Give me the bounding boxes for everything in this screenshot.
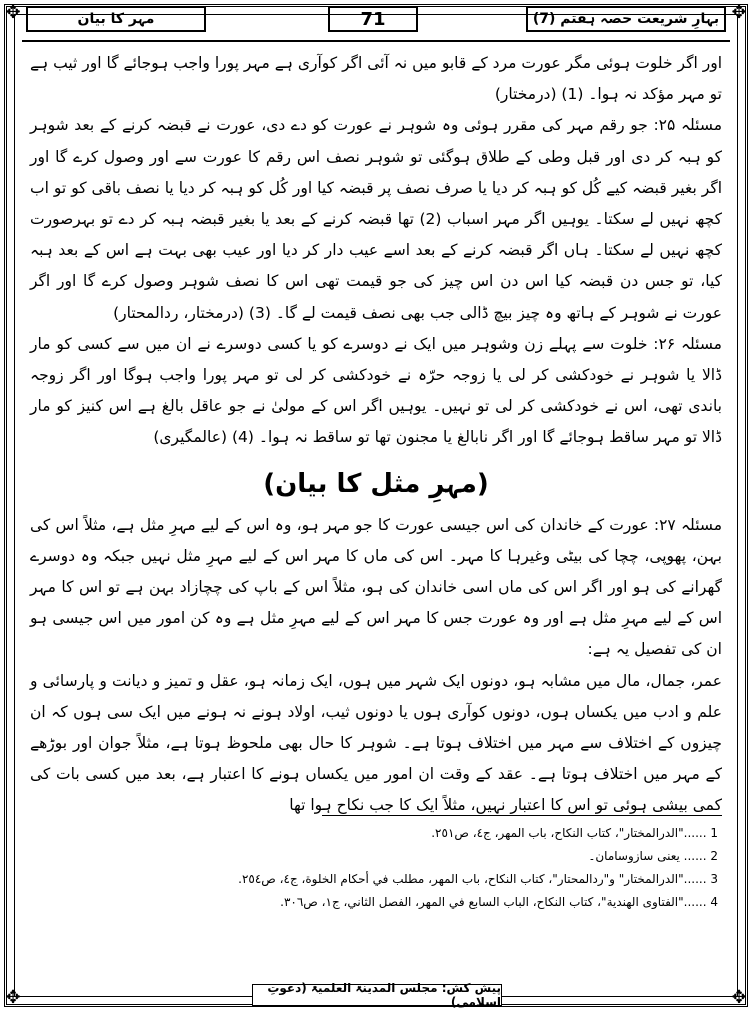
publisher-footer: پیش کش: مجلس المدینۃ العلمیۃ (دعوتِ اسلامی) [252,984,502,1006]
corner-ornament-icon: ✥ [731,2,747,23]
main-text [30,48,722,822]
footnote: 1 ......"الدرالمختار"، كتاب النكاح، باب المهر، ج٤، ص٢٥١. [431,826,718,840]
footnote: 4 ......"الفتاوى الهندية"، كتاب النكاح، الباب السابع في المهر، الفصل الثاني، ج١، ص٣٠٦. [280,895,718,909]
paragraph: مسئلہ ۲۵: جو رقم مہر کی مقرر ہوئی وہ شوہر نے عورت کو دے دی، عورت نے قبضہ کرنے کے بعد شوہر کو ہبہ کر دی اور قبل وطی کے طلاق ہوگئی تو شوہر نصف اس رقم کا عورت سے اور وصول کرے گا اور اگر بغیر قبضہ کیے کُل کو ہبہ کر دیا یا صرف نصف پر قبضہ کیا اور کُل کو ہبہ کر دیا یا نصف باقی کو تو اب کچھ نہیں لے سکتا۔ یوہیں اگر مہر اسباب (2) تھا قبضہ کرنے کے بعد یا بغیر قبضہ ہبہ کر دے تو بہرصورت کچھ نہیں لے سکتا۔ ہاں اگر قبضہ کرنے کے بعد اسے عیب دار کر دیا اور عیب بھی بہت ہے اس کے بعد ہبہ کیا، تو جس دن قبضہ کیا اس دن اس چیز کی جو قیمت تھی اس کا نصف شوہر وصول کرے گا اور اگر عورت نے شوہر کے ہاتھ وہ چیز بیچ ڈالی جب بھی نصف قیمت لے گا۔ (3) (درمختار، ردالمحتار) [30,116,723,322]
page-number: 71 [328,6,418,32]
corner-ornament-icon: ✥ [5,2,21,23]
footnote-divider [322,815,722,816]
paragraph: مسئلہ ۲۷: عورت کے خاندان کی اس جیسی عورت کا جو مہر ہو، وہ اس کے لیے مہرِ مثل ہے، مثلاً اس کی بہن، پھوپی، چچا کی بیٹی وغیرہا کا مہر۔ اس کی ماں کا مہر اس کے لیے مہرِ مثل نہیں جبکہ وہ دوسرے گھرانے کی ہو اور اگر اس کی ماں اسی خاندان کی ہو، مثلاً اس کے باپ کی چچازاد بہن ہے تو اس کا مہر اس کے لیے مہرِ مثل ہے اور وہ عورت جس کا مہر اس کے لیے مہرِ مثل ہے وہ کن امور میں اس جیسی ہو ان کی تفصیل یہ ہے: [30,515,722,659]
corner-ornament-icon: ✥ [5,987,21,1008]
paragraph: مسئلہ ۲۶: خلوت سے پہلے زن وشوہر میں ایک نے دوسرے کو یا کسی دوسرے نے ان میں سے کسی کو مار ڈالا یا شوہر نے خودکشی کر لی یا زوجہ حرّہ نے خودکشی کر لی تو مہر پورا واجب ہوگا اور اگر زوجہ باندی تھی، اس نے خودکشی کر لی تو نہیں۔ یوہیں اگر اس کے مولیٰ نے جو عاقل بالغ ہے اس کنیز کو مار ڈالا تو مہر ساقط ہوجائے گا اور اگر نابالغ یا مجنون تھا تو ساقط نہ ہوا۔ (4) (عالمگیری) [30,334,722,447]
footnote: 2 ...... یعنی سازوسامان۔ [588,849,718,863]
chapter-title: مہر کا بیان [26,6,206,32]
paragraph: عمر، جمال، مال میں مشابہ ہو، دونوں ایک شہر میں ہوں، ایک زمانہ ہو، عقل و تمیز و دیانت و پارسائی و علم و ادب میں یکساں ہوں، دونوں کوآری ہوں یا دونوں ثیب، اولاد ہونے نہ ہونے میں ایک سی ہوں کہ ان چیزوں کے اختلاف سے مہر میں اختلاف ہوتا ہے۔ شوہر کا حال بھی ملحوظ ہوتا ہے، مثلاً جوان اور بوڑھے کے مہر میں اختلاف ہوتا ہے۔ عقد کے وقت ان امور میں یکساں ہونے کا اعتبار ہے، بعد میں کسی بات کی کمی بیشی ہوئی تو اس کا اعتبار نہیں، مثلاً ایک کا جب نکاح ہوا تھا [30,671,722,815]
book-title: بہارِ شریعت حصہ ہفتم (7) [526,6,726,32]
footnotes [120,822,722,914]
section-heading: (مہرِ مثل کا بیان) [263,468,489,499]
corner-ornament-icon: ✥ [731,987,747,1008]
footnote: 3 ......"الدرالمختار" و"ردالمحتار"، كتاب النكاح، باب المهر، مطلب في أحكام الخلوة، ج٤، ص٢٥٤. [238,872,718,886]
paragraph: اور اگر خلوت ہوئی مگر عورت مرد کے قابو میں نہ آئی اگر کوآری ہے مہر پورا واجب ہوجائے گا اور ثیب ہے تو مہر مؤکد نہ ہوا۔ (1) (درمختار) [30,54,722,104]
page-header [22,6,730,36]
header-divider [22,40,730,42]
